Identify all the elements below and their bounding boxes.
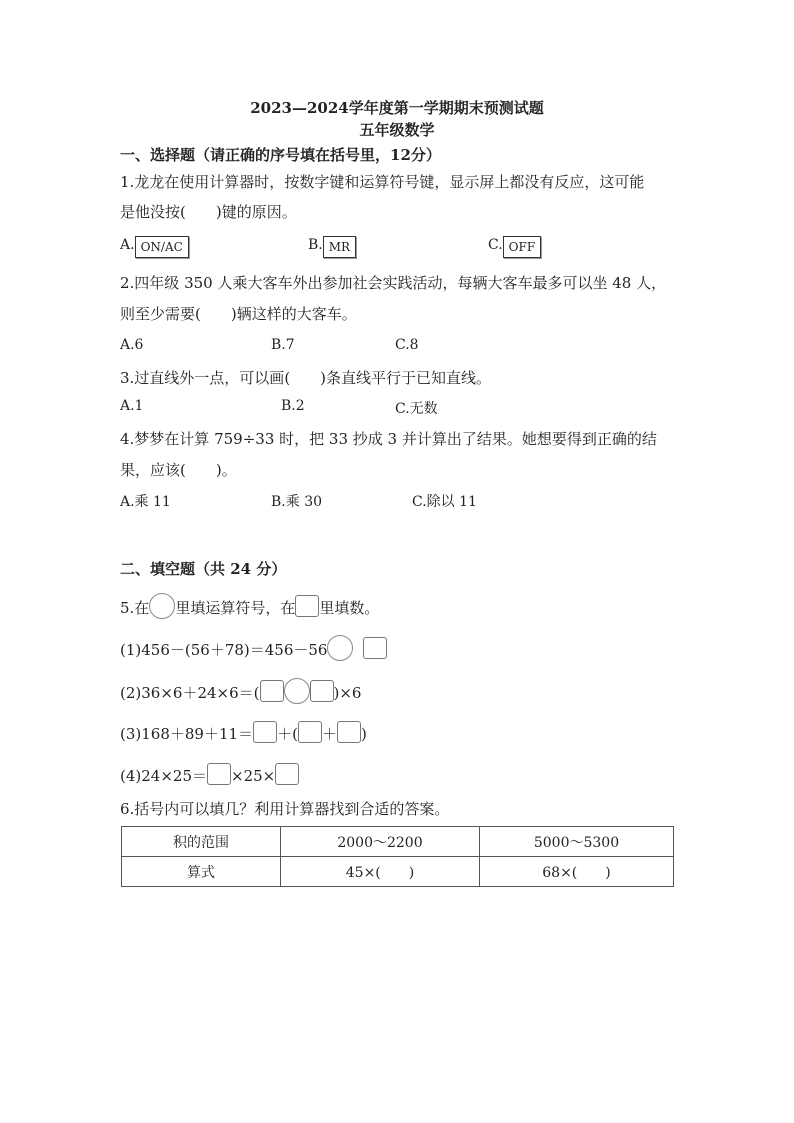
q5-part3-text-b: ＋( xyxy=(277,725,298,743)
table-cell: 45×( ) xyxy=(281,857,480,887)
q5-intro xyxy=(120,593,379,619)
table-row xyxy=(122,827,674,857)
square-blank-icon xyxy=(207,763,231,785)
q1-line1: 1.龙龙在使用计算器时，按数字键和运算符号键，显示屏上都没有反应，这可能 xyxy=(120,173,645,191)
q5-intro-text-b: 里填运算符号，在 xyxy=(175,599,296,617)
mr-key-icon: MR xyxy=(323,236,356,258)
option-prefix: A. xyxy=(120,237,135,253)
q3-option-a: A.1 xyxy=(120,398,144,414)
square-blank-icon xyxy=(275,763,299,785)
q2-option-c: C.8 xyxy=(395,337,419,353)
q5-part2-text-a: (2)36×6＋24×6＝( xyxy=(120,684,260,702)
q4-line2: 果，应该( )。 xyxy=(120,461,237,479)
section2-heading: 二、填空题（共 24 分） xyxy=(120,560,287,578)
square-blank-icon xyxy=(260,680,284,702)
circle-blank-icon xyxy=(327,635,353,661)
calculation-table xyxy=(121,826,674,887)
q5-part4 xyxy=(120,763,299,786)
square-blank-icon xyxy=(253,721,277,743)
q4-option-a: A.乘 11 xyxy=(120,494,171,510)
q5-part3 xyxy=(120,721,367,744)
on-ac-key-icon: ON/AC xyxy=(135,236,189,258)
square-blank-icon xyxy=(363,637,387,659)
q5-part2 xyxy=(120,678,361,704)
q2-option-b: B.7 xyxy=(271,337,295,353)
circle-blank-icon xyxy=(284,678,310,704)
q4-option-b: B.乘 30 xyxy=(271,494,323,510)
q2-line1: 2.四年级 350 人乘大客车外出参加社会实践活动，每辆大客车最多可以坐 48 人， xyxy=(120,274,667,292)
q5-intro-text-c: 里填数。 xyxy=(319,599,380,617)
q6-line1: 6.括号内可以填几？利用计算器找到合适的答案。 xyxy=(120,800,450,818)
section1-heading: 一、选择题（请正确的序号填在括号里，12分） xyxy=(120,146,441,164)
q2-option-a: A.6 xyxy=(120,337,144,353)
square-blank-icon xyxy=(337,721,361,743)
square-blank-icon xyxy=(298,721,322,743)
q5-part4-text-b: ×25× xyxy=(231,767,276,785)
q3-line1: 3.过直线外一点，可以画( )条直线平行于已知直线。 xyxy=(120,369,492,387)
square-blank-icon xyxy=(310,680,334,702)
table-cell: 积的范围 xyxy=(122,827,281,857)
q5-part3-text-a: (3)168＋89＋11＝ xyxy=(120,725,254,743)
circle-blank-icon xyxy=(149,593,175,619)
document-subtitle: 五年级数学 xyxy=(359,121,435,139)
q4-line1: 4.梦梦在计算 759÷33 时，把 33 抄成 3 并计算出了结果。她想要得到正确的结 xyxy=(120,430,657,448)
table-row xyxy=(122,857,674,887)
q3-option-c: C.无数 xyxy=(395,401,438,417)
table-cell: 算式 xyxy=(122,857,281,887)
q2-line2: 则至少需要( )辆这样的大客车。 xyxy=(120,305,357,323)
option-prefix: C. xyxy=(488,237,503,253)
q4-option-c: C.除以 11 xyxy=(412,494,477,510)
off-key-icon: OFF xyxy=(503,236,542,258)
q1-option-b xyxy=(308,236,356,258)
q5-part4-text-a: (4)24×25＝ xyxy=(120,767,207,785)
q5-part1 xyxy=(120,635,387,661)
table-cell: 5000～5300 xyxy=(480,827,674,857)
q5-part2-text-b: )×6 xyxy=(333,684,362,702)
q5-part3-text-c: ＋ xyxy=(321,725,337,743)
q1-line2: 是他没按( )键的原因。 xyxy=(120,203,297,221)
q1-option-c xyxy=(488,236,541,258)
q5-intro-text-a: 5.在 xyxy=(120,599,150,617)
q5-part3-text-d: ) xyxy=(360,725,367,743)
square-blank-icon xyxy=(295,595,319,617)
option-prefix: B. xyxy=(308,237,323,253)
document-title: 2023—2024学年度第一学期期末预测试题 xyxy=(250,99,544,117)
q5-part1-text: (1)456－(56＋78)＝456－56 xyxy=(120,641,328,659)
table-cell: 68×( ) xyxy=(480,857,674,887)
table-cell: 2000～2200 xyxy=(281,827,480,857)
q1-option-a xyxy=(120,236,189,258)
q3-option-b: B.2 xyxy=(281,398,305,414)
